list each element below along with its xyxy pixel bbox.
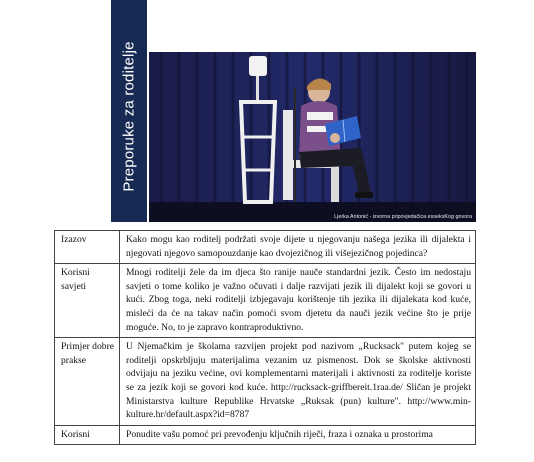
row-text: Ponudite vašu pomoć pri prevođenju ključnih riječi, fraza i oznaka u prostorima xyxy=(120,425,476,445)
table-row-useful-tips xyxy=(55,264,476,338)
photo-caption: Ljerka Antonić - izvorna pripovjedačica esseksKog govora xyxy=(334,214,472,220)
side-title-text: Preporuke za roditelje xyxy=(120,40,138,192)
row-label: Primjer dobre prakse xyxy=(55,338,120,426)
row-label: Korisni savjeti xyxy=(55,264,120,338)
row-text: U Njemačkim je školama razvijen projekt pod nazivom „Rucksack" putem kojeg se roditelji opskrbljuju materijalima vezanim uz pismenost. Dok se školske aktivnosti odvijaju na jeziku većine, ovi komplementarni materijali i aktivnosti za roditelje koriste se za jezik koji se govori kod kuće. http://rucksack-griffbereit.1raa.de/ Sličan je projekt Ministarstva kulture Republike Hrvatske „Ruksak (pun) kulture". http://www.min-kulture.hr/default.aspx?id=8787 xyxy=(120,338,476,426)
side-title xyxy=(111,10,147,222)
table-row-useful xyxy=(55,425,476,445)
row-text: Kako mogu kao roditelj podržati svoje dijete u njegovanju našega jezika ili dijalekta i njegovati njegovo samopouzdanje kao dvojezičnog ili višejezičnog pojedinca? xyxy=(120,231,476,264)
row-label: Korisni xyxy=(55,425,120,445)
table-row-good-practice xyxy=(55,338,476,426)
table-row-challenge xyxy=(55,231,476,264)
recommendations-table xyxy=(54,230,476,445)
storyteller-photo xyxy=(149,52,476,222)
row-text: Mnogi roditelji žele da im djeca što ranije nauče standardni jezik. Često im nedostaju savjeti o tome koliko je važno očuvati i dalje razvijati jezik ili dijalekt koji se govori u kući. Zbog toga, neki roditelji izbjegavaju korištenje tih jezika ili dijalekata kod kuće, misleći da će na takav način pomoći svom djetetu da nauči jezik većine što je prije moguće. No, to je zapravo kontraproduktivno. xyxy=(120,264,476,338)
row-label: Izazov xyxy=(55,231,120,264)
storyteller-photo-illustration xyxy=(149,52,476,222)
